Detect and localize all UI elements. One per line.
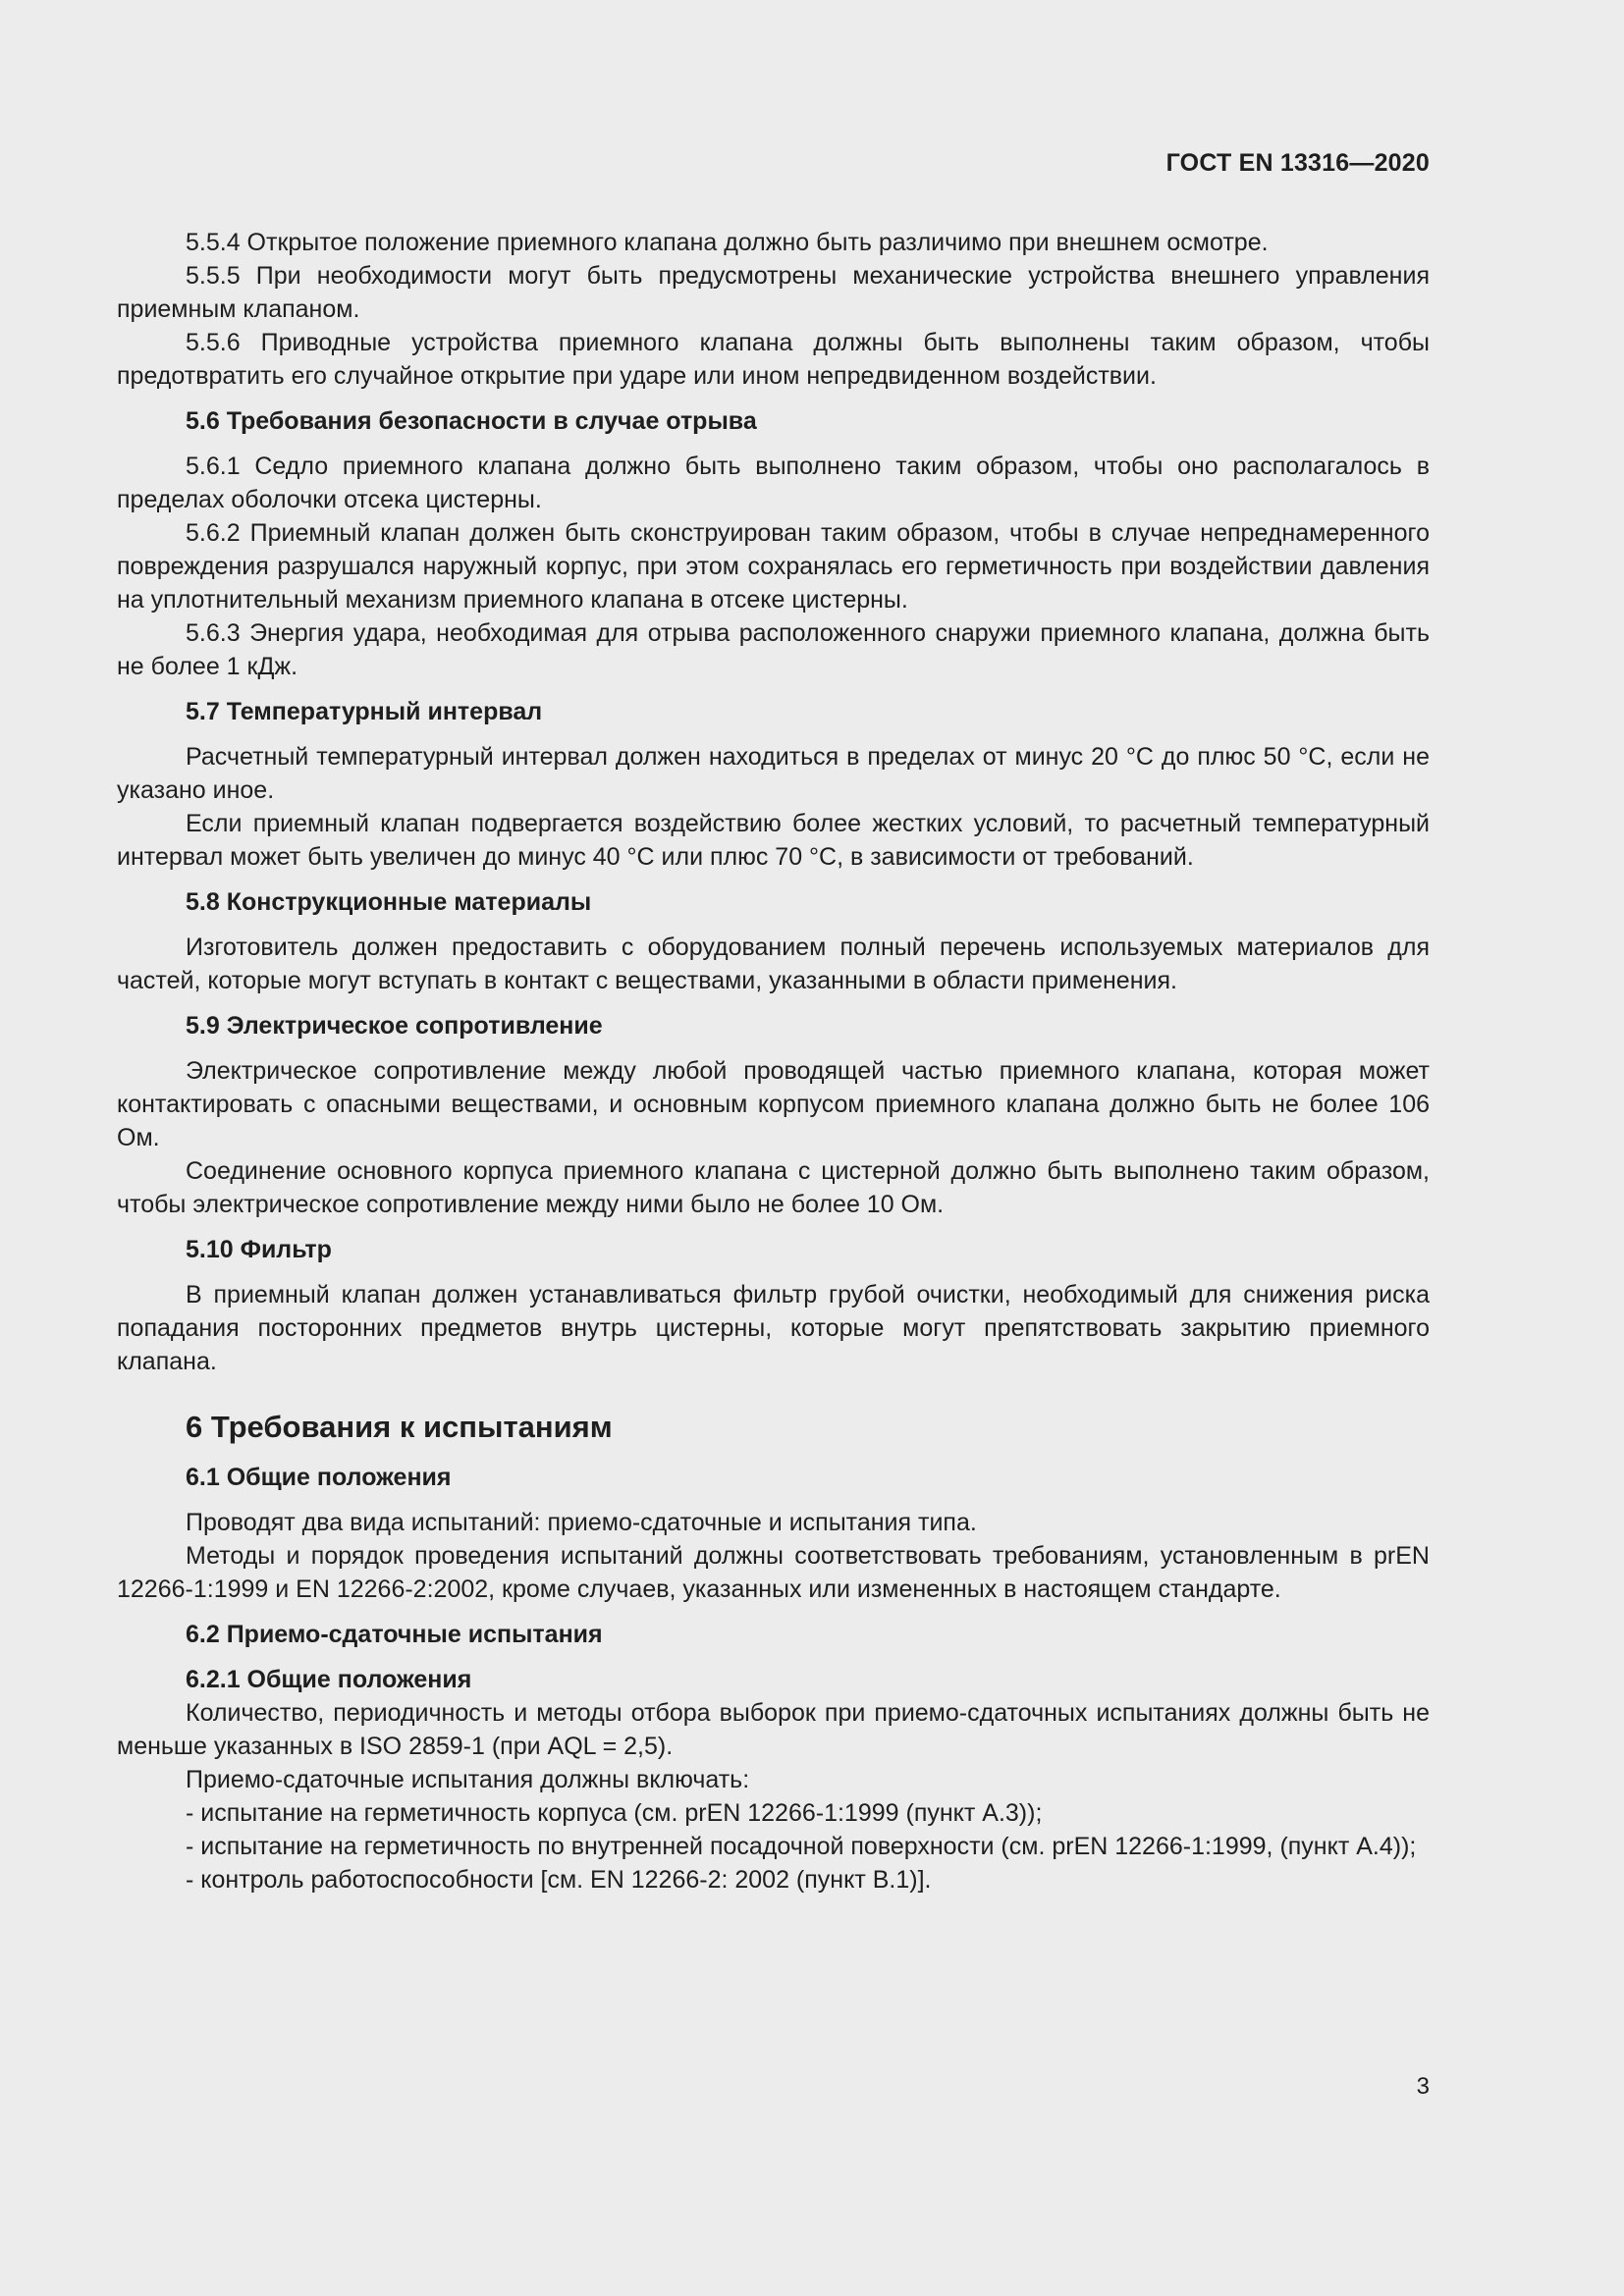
list-item-1: - испытание на герметичность корпуса (см. prEN 12266-1:1999 (пункт А.3));: [186, 1799, 1043, 1827]
list-item-3: - контроль работоспособности [см. EN 12266-2: 2002 (пункт В.1)].: [186, 1866, 932, 1894]
paragraph-5-5-5: 5.5.5 При необходимости могут быть предусмотрены механические устройства внешнего управления приемным клапаном.: [117, 262, 1430, 323]
paragraph-6-2-1-b: Приемо-сдаточные испытания должны включать:: [186, 1766, 750, 1793]
paragraph-5-7-b: Если приемный клапан подвергается воздействию более жестких условий, то расчетный температурный интервал может быть увеличен до минус 40 °С или плюс 70 °С, в зависимости от требований.: [117, 810, 1430, 871]
paragraph-6-2-1-a: Количество, периодичность и методы отбора выборок при приемо-сдаточных испытаниях должны быть не меньше указанных в ISO 2859-1 (при AQL = 2,5).: [117, 1699, 1430, 1760]
paragraph-5-9-a: Электрическое сопротивление между любой проводящей частью приемного клапана, которая может контактировать с опасными веществами, и основным корпусом приемного клапана должно быть не более 106 Ом.: [117, 1057, 1430, 1151]
section-heading-5-6: 5.6 Требования безопасности в случае отрыва: [186, 407, 757, 435]
paragraph-5-6-3: 5.6.3 Энергия удара, необходимая для отрыва расположенного снаружи приемного клапана, должна быть не более 1 кДж.: [117, 619, 1430, 680]
paragraph-5-9-b: Соединение основного корпуса приемного клапана с цистерной должно быть выполнено таким образом, чтобы электрическое сопротивление между ними было не более 10 Ом.: [117, 1157, 1430, 1218]
page-number: 3: [1416, 2073, 1430, 2100]
section-heading-6-2: 6.2 Приемо-сдаточные испытания: [186, 1621, 603, 1648]
chapter-heading-6: 6 Требования к испытаниям: [186, 1410, 613, 1444]
section-heading-5-7: 5.7 Температурный интервал: [186, 698, 543, 725]
list-item-2: - испытание на герметичность по внутренней посадочной поверхности (см. prEN 12266-1:1999, (пункт А.4));: [186, 1833, 1417, 1860]
section-heading-5-8: 5.8 Конструкционные материалы: [186, 888, 592, 916]
paragraph-5-5-4: 5.5.4 Открытое положение приемного клапана должно быть различимо при внешнем осмотре.: [186, 229, 1269, 256]
section-heading-6-1: 6.1 Общие положения: [186, 1464, 452, 1491]
document-code-header: ГОСТ EN 13316—2020: [1165, 149, 1430, 177]
paragraph-5-6-1: 5.6.1 Седло приемного клапана должно быть выполнено таким образом, чтобы оно располагалось в пределах оболочки отсека цистерны.: [117, 453, 1430, 513]
paragraph-5-5-6: 5.5.6 Приводные устройства приемного клапана должны быть выполнены таким образом, чтобы предотвратить его случайное открытие при ударе или ином непредвиденном воздействии.: [117, 329, 1430, 390]
document-page: [117, 0, 1430, 2296]
paragraph-5-7-a: Расчетный температурный интервал должен находиться в пределах от минус 20 °С до плюс 50 °С, если не указано иное.: [117, 743, 1430, 804]
section-heading-5-10: 5.10 Фильтр: [186, 1236, 332, 1263]
section-heading-5-9: 5.9 Электрическое сопротивление: [186, 1012, 603, 1040]
paragraph-5-6-2: 5.6.2 Приемный клапан должен быть сконструирован таким образом, чтобы в случае непреднамеренного повреждения разрушался наружный корпус, при этом сохранялась его герметичность при воздействии давления на уплотнительный механизм приемного клапана в отсеке цистерны.: [117, 519, 1430, 614]
paragraph-5-8: Изготовитель должен предоставить с оборудованием полный перечень используемых материалов для частей, которые могут вступать в контакт с веществами, указанными в области применения.: [117, 934, 1430, 994]
section-heading-6-2-1: 6.2.1 Общие положения: [186, 1666, 472, 1693]
paragraph-6-1-a: Проводят два вида испытаний: приемо-сдаточные и испытания типа.: [186, 1509, 977, 1536]
document-body: [117, 226, 1430, 1896]
paragraph-6-1-b: Методы и порядок проведения испытаний должны соответствовать требованиям, установленным в prEN 12266-1:1999 и EN 12266-2:2002, кроме случаев, указанных или измененных в настоящем стандарте.: [117, 1542, 1430, 1603]
paragraph-5-10: В приемный клапан должен устанавливаться фильтр грубой очистки, необходимый для снижения риска попадания посторонних предметов внутрь цистерны, которые могут препятствовать закрытию приемного клапана.: [117, 1281, 1430, 1375]
